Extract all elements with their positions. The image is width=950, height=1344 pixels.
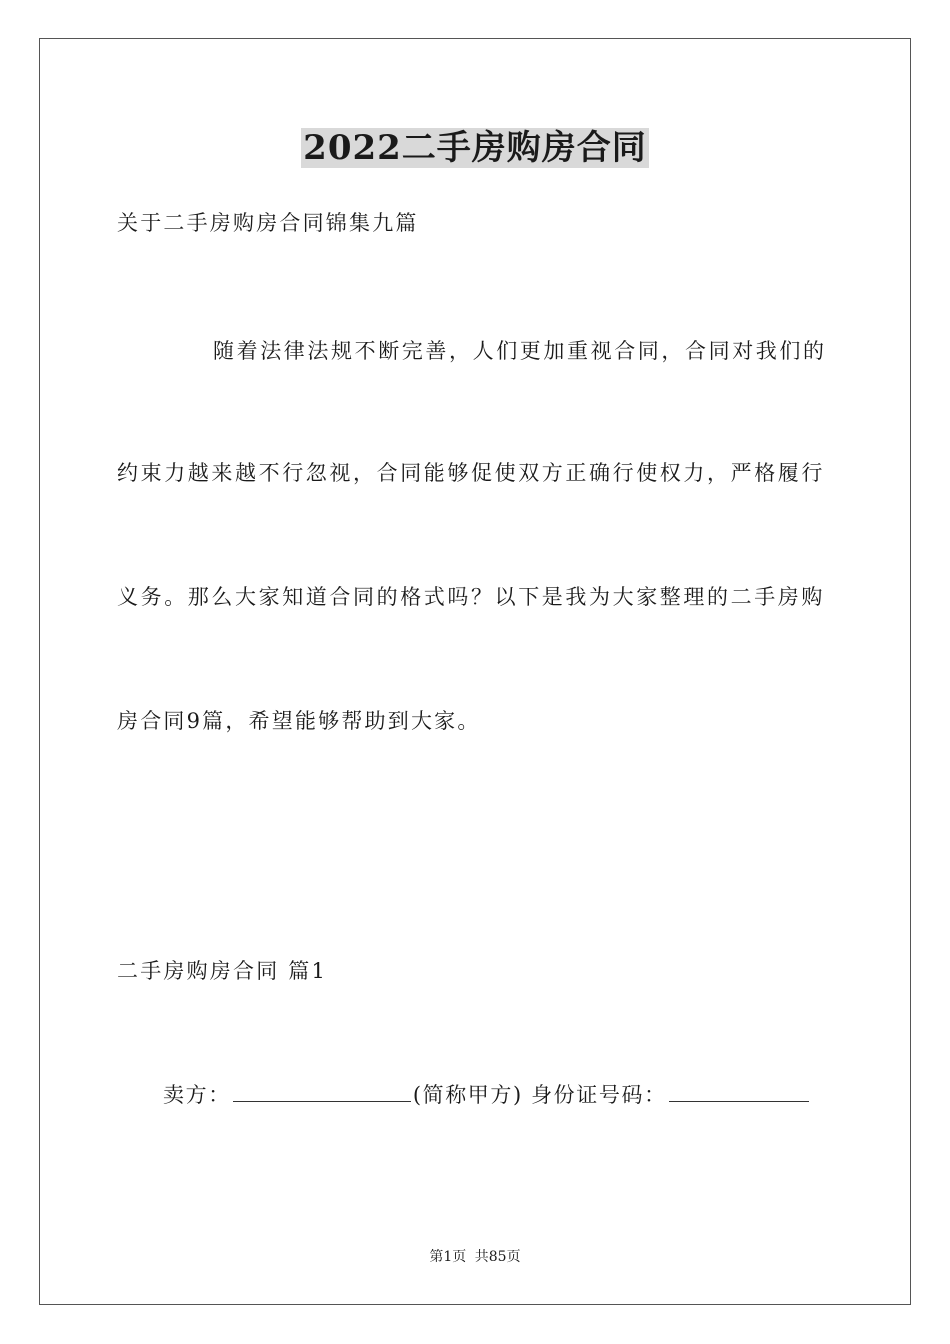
paragraph-line-2: 约束力越来越不行忽视，合同能够促使双方正确行使权力，严格履行 — [117, 461, 825, 485]
document-title — [0, 126, 950, 170]
seller-name-blank — [233, 1081, 411, 1102]
page-number: 第1页 — [429, 1249, 467, 1265]
paragraph-line-1: 随着法律法规不断完善，人们更加重视合同，合同对我们的 — [213, 339, 827, 363]
seller-label: 卖方： — [163, 1083, 231, 1107]
seller-id-blank — [669, 1081, 809, 1102]
section-heading: 二手房购房合同 篇1 — [117, 959, 328, 983]
page-total: 共85页 — [474, 1249, 521, 1265]
seller-line — [163, 1080, 809, 1110]
paragraph-line-4: 房合同9篇，希望能够帮助到大家。 — [117, 709, 481, 733]
document-subtitle: 关于二手房购房合同锦集九篇 — [117, 211, 419, 235]
document-title-text: 2022二手房购房合同 — [303, 128, 647, 168]
short-name-id-label: (简称甲方) 身份证号码： — [412, 1083, 667, 1107]
page-footer — [0, 1248, 950, 1266]
paragraph-line-3: 义务。那么大家知道合同的格式吗？以下是我为大家整理的二手房购 — [117, 585, 825, 609]
